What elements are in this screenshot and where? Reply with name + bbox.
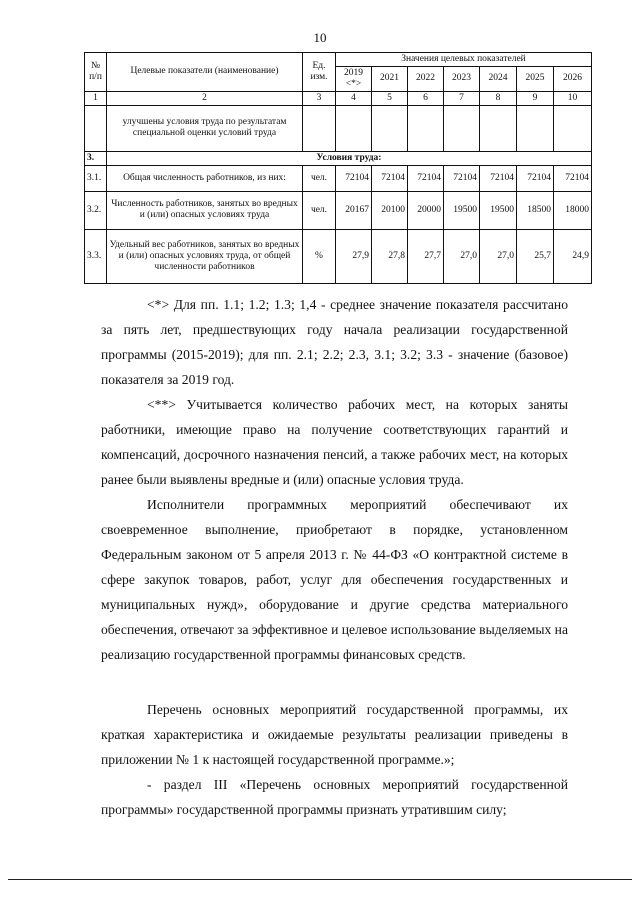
header-name: Целевые показатели (наименование)	[107, 53, 303, 92]
paragraph-activities-list-text: Перечень основных мероприятий государственной программы, их краткая характеристика и ожидаемые результаты реализации приведены в приложении № 1 к настоящей государственной программе.»;	[101, 702, 568, 767]
paragraph-activities-list	[101, 697, 568, 772]
row-value: 27,8	[372, 229, 408, 283]
header-year: 2023	[444, 66, 480, 91]
column-number: 3	[303, 91, 336, 105]
column-number: 8	[480, 91, 517, 105]
row-name: Удельный вес работников, занятых во вредных и (или) опасных условиях труда, от общей численности работников	[107, 229, 303, 283]
header-year: 2022	[408, 66, 444, 91]
row-number: 3.2.	[85, 191, 107, 229]
row-name: Численность работников, занятых во вредных и (или) опасных условиях труда	[107, 191, 303, 229]
table-row	[85, 191, 592, 229]
row-value: 20100	[372, 191, 408, 229]
row-value: 27,0	[444, 229, 480, 283]
column-number: 1	[85, 91, 107, 105]
footnote-1-text: <*> Для пп. 1.1; 1.2; 1.3; 1,4 - среднее значение показателя рассчитано за пять лет, предшествующих году начала реализации государственной программы (2015-2019); для пп. 2.1; 2.2; 2.3, 3.1; 3.2; 3.3 - значение (базовое) показателя за 2019 год.	[101, 297, 568, 387]
header-year: 2019 <*>	[336, 66, 372, 91]
header-year: 2021	[372, 66, 408, 91]
header-unit: Ед. изм.	[303, 53, 336, 92]
section-title: Условия труда:	[107, 151, 592, 165]
paragraph-executors-text: Исполнители программных мероприятий обеспечивают их своевременное выполнение, приобретают в порядке, установленном Федеральным законом от 5 апреля 2013 г. № 44-ФЗ «О контрактной системе в сфере закупок товаров, работ, услуг для обеспечения государственных и муниципальных нужд», оборудование и другие средства материального обеспечения, отвечают за эффективное и целевое использование выделяемых на реализацию государственной программы финансовых средств.	[101, 497, 568, 662]
row-value: 18000	[554, 191, 592, 229]
row-value: 20167	[336, 191, 372, 229]
column-number: 2	[107, 91, 303, 105]
row-value: 27,0	[480, 229, 517, 283]
paragraph-section-iii-text: - раздел III «Перечень основных мероприятий государственной программы» государственной программы признать утратившим силу;	[101, 777, 568, 817]
row-number: 3.3.	[85, 229, 107, 283]
footnote-2-text: <**> Учитывается количество рабочих мест, на которых заняты работники, имеющие право на получение соответствующих гарантий и компенсаций, досрочного назначения пенсий, а также рабочих мест, на которых ранее были выявлены вредные и (или) опасные условия труда.	[101, 397, 568, 487]
page-number: 10	[313, 30, 327, 45]
row-value: 24,9	[554, 229, 592, 283]
row-unit: чел.	[303, 191, 336, 229]
row-value: 72104	[372, 165, 408, 191]
header-year: 2024	[480, 66, 517, 91]
section-number: 3.	[85, 151, 107, 165]
row-value: 19500	[480, 191, 517, 229]
row-number: 3.1.	[85, 165, 107, 191]
header-values-group: Значения целевых показателей	[336, 53, 592, 67]
row-value: 72104	[517, 165, 554, 191]
row-unit: %	[303, 229, 336, 283]
row-value: 72104	[408, 165, 444, 191]
paragraph-section-iii	[101, 772, 568, 822]
row-value: 20000	[408, 191, 444, 229]
continuation-text: улучшены условия труда по результатам специальной оценки условий труда	[107, 105, 303, 151]
row-value: 18500	[517, 191, 554, 229]
footnote-2	[101, 392, 568, 492]
row-value: 19500	[444, 191, 480, 229]
column-number: 6	[408, 91, 444, 105]
row-name: Общая численность работников, из них:	[107, 165, 303, 191]
table-row	[85, 229, 592, 283]
row-value: 72104	[444, 165, 480, 191]
row-value: 27,9	[336, 229, 372, 283]
row-value: 72104	[336, 165, 372, 191]
column-number: 9	[517, 91, 554, 105]
column-number: 5	[372, 91, 408, 105]
indicators-table	[84, 52, 592, 284]
header-year: 2026	[554, 66, 592, 91]
row-value: 72104	[480, 165, 517, 191]
column-number: 7	[444, 91, 480, 105]
footnote-1	[101, 292, 568, 392]
column-number: 4	[336, 91, 372, 105]
footer-divider	[8, 879, 632, 880]
paragraph-executors	[101, 492, 568, 667]
row-value: 72104	[554, 165, 592, 191]
column-number: 10	[554, 91, 592, 105]
row-value: 27,7	[408, 229, 444, 283]
table-row	[85, 165, 592, 191]
row-unit: чел.	[303, 165, 336, 191]
header-year: 2025	[517, 66, 554, 91]
header-num: № п/п	[85, 53, 107, 92]
row-value: 25,7	[517, 229, 554, 283]
